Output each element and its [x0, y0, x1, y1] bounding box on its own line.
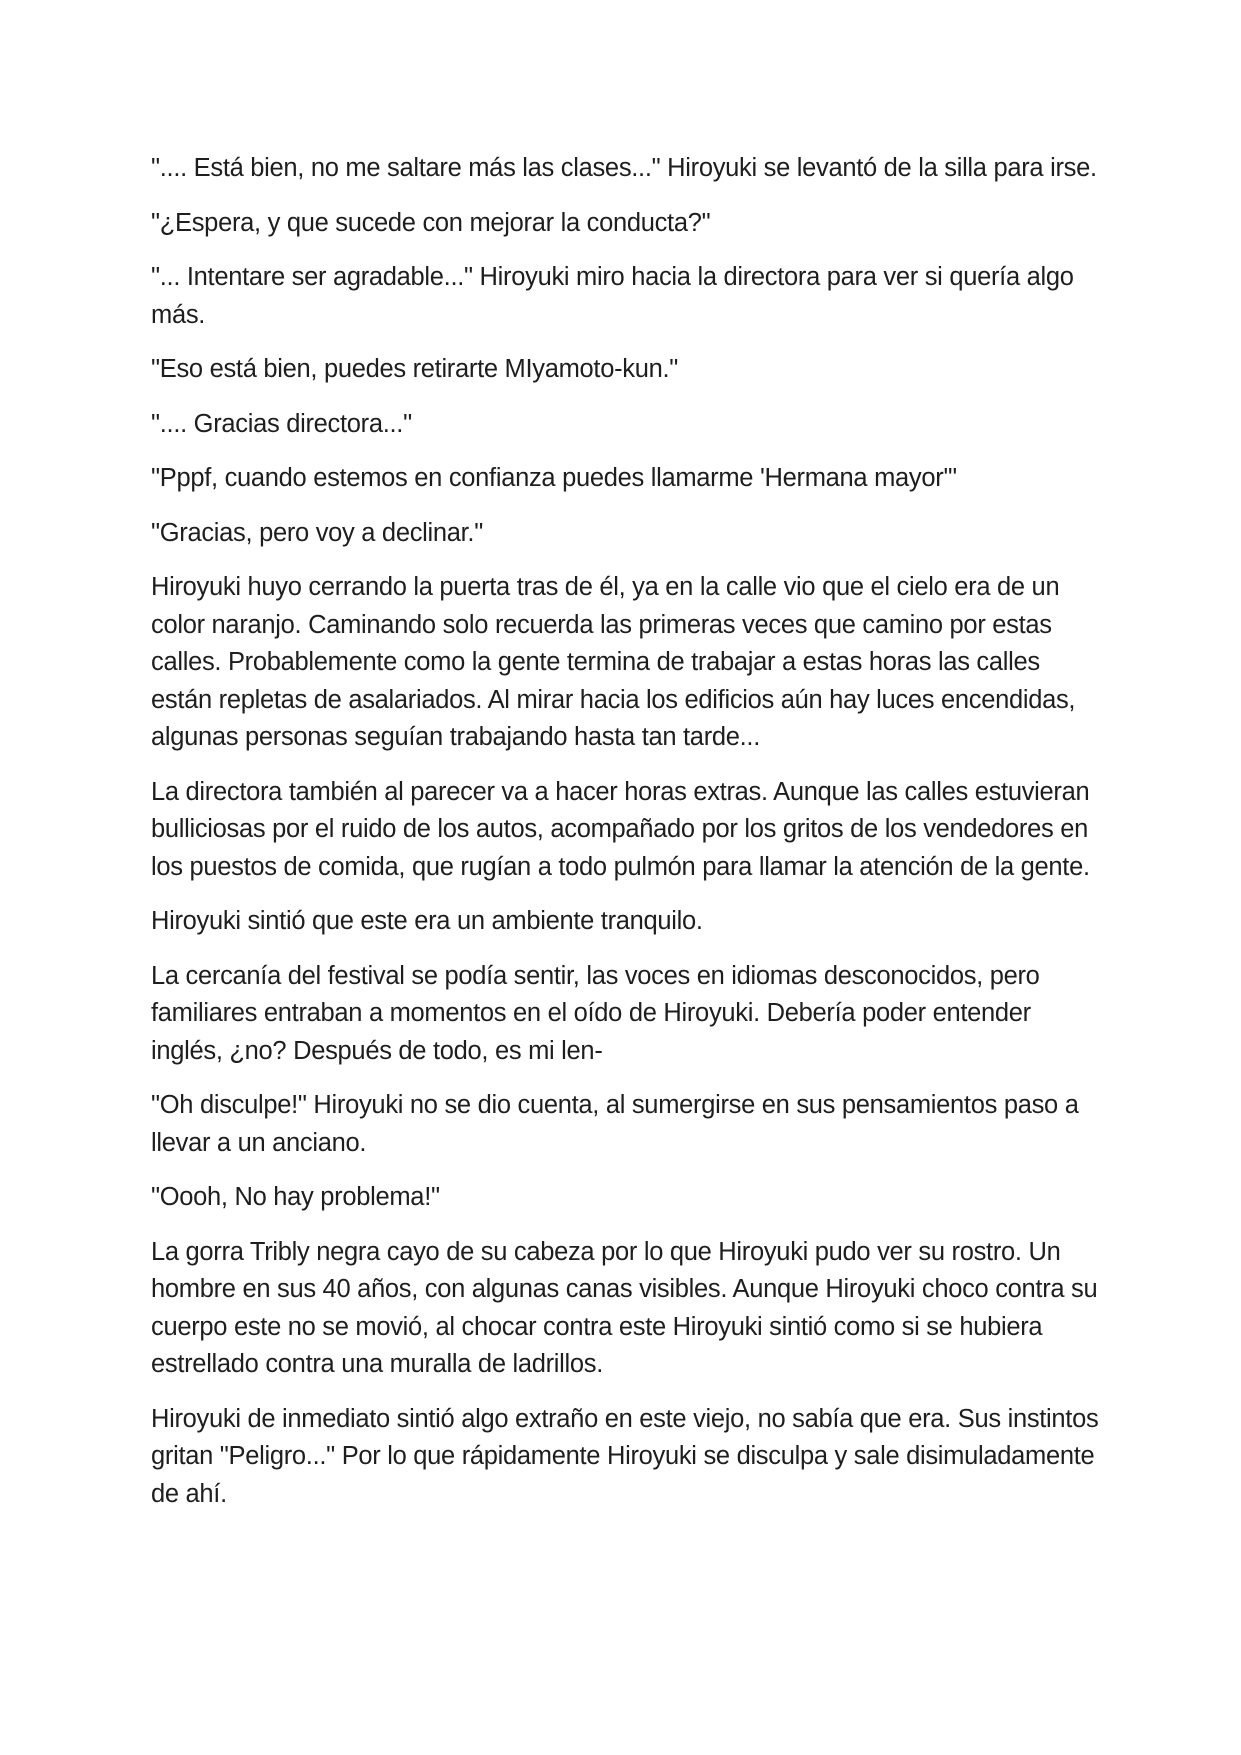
paragraph: Hiroyuki sintió que este era un ambiente tranquilo. — [151, 907, 703, 935]
paragraph: Hiroyuki huyo cerrando la puerta tras de él, ya en la calle vio que el cielo era de un color naranjo. Caminando solo recuerda las primeras veces que camino por estas calles. Probablemente como la gente termina de trabajar a estas horas las calles están repletas de asalariados. Al mirar hacia los edificios aún hay luces encendidas, algunas personas seguían trabajando hasta tan tarde... — [151, 573, 1076, 751]
paragraph: ".... Gracias directora..." — [151, 409, 412, 438]
paragraph: ".... Está bien, no me saltare más las clases..." Hiroyuki se levantó de la silla para irse. — [151, 154, 1097, 182]
paragraph: "Pppf, cuando estemos en confianza puedes llamarme 'Hermana mayor'" — [151, 464, 957, 492]
paragraph: "... Intentare ser agradable..." Hiroyuki miro hacia la directora para ver si quería algo más. — [151, 263, 1074, 329]
document-page — [151, 150, 1101, 1530]
paragraph: "Oooh, No hay problema!" — [151, 1183, 440, 1211]
paragraph: La gorra Tribly negra cayo de su cabeza por lo que Hiroyuki pudo ver su rostro. Un hombre en sus 40 años, con algunas canas visibles. Aunque Hiroyuki choco contra su cuerpo este no se movió, al chocar contra este Hiroyuki sintió como si se hubiera estrellado contra una muralla de ladrillos. — [151, 1237, 1098, 1378]
paragraph: "Oh disculpe!" Hiroyuki no se dio cuenta, al sumergirse en sus pensamientos paso a llevar a un anciano. — [151, 1091, 1079, 1157]
paragraph: La directora también al parecer va a hacer horas extras. Aunque las calles estuvieran bulliciosas por el ruido de los autos, acompañado por los gritos de los vendedores en los puestos de comida, que rugían a todo pulmón para llamar la atención de la gente. — [151, 777, 1090, 881]
paragraph: "¿Espera, y que sucede con mejorar la conducta?" — [151, 208, 711, 237]
paragraph: Hiroyuki de inmediato sintió algo extraño en este viejo, no sabía que era. Sus instintos gritan "Peligro..." Por lo que rápidamente Hiroyuki se disculpa y sale disimuladamente de ahí. — [151, 1404, 1099, 1508]
paragraph: "Eso está bien, puedes retirarte MIyamoto-kun." — [151, 355, 679, 383]
paragraph: "Gracias, pero voy a declinar." — [151, 518, 483, 547]
paragraph: La cercanía del festival se podía sentir, las voces en idiomas desconocidos, pero familiares entraban a momentos en el oído de Hiroyuki. Debería poder entender inglés, ¿no? Después de todo, es mi len- — [151, 961, 1040, 1065]
